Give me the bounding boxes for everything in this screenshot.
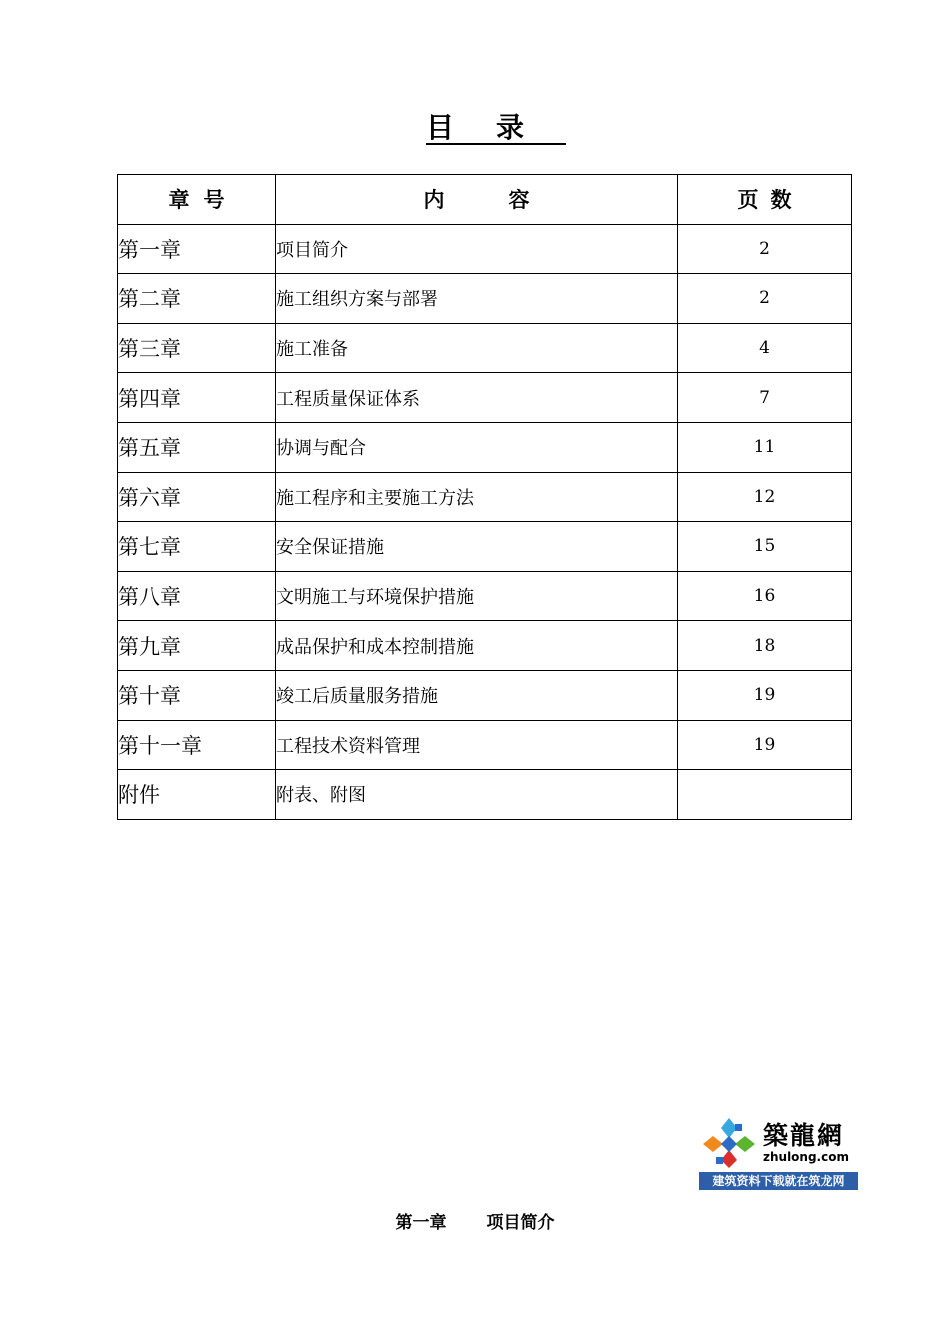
table-row [118,770,852,820]
content-cell: 工程技术资料管理 [276,720,678,770]
next-chapter-heading [0,1208,950,1233]
content-cell: 工程质量保证体系 [276,373,678,423]
page-title-text: 目录 [425,111,566,144]
logo-top [699,1114,858,1170]
page-cell: 7 [678,373,852,423]
table-row [118,373,852,423]
table-row [118,472,852,522]
table-row [118,720,852,770]
chapter-cell: 第七章 [118,522,276,572]
chapter-cell: 第十章 [118,670,276,720]
table-row [118,422,852,472]
page-cell: 11 [678,422,852,472]
table-row [118,670,852,720]
content-cell: 施工程序和主要施工方法 [276,472,678,522]
header-chapter: 章号 [118,175,276,225]
logo-brand: 築龍網 [763,1121,845,1150]
table-row [118,571,852,621]
page-cell: 2 [678,274,852,324]
chapter-cell: 第二章 [118,274,276,324]
chapter-cell: 第六章 [118,472,276,522]
pinwheel-blade-right [735,1136,755,1152]
content-cell: 施工组织方案与部署 [276,274,678,324]
table-row [118,274,852,324]
content-cell: 安全保证措施 [276,522,678,572]
table-row [118,323,852,373]
page-cell: 16 [678,571,852,621]
page-cell [678,770,852,820]
content-cell: 文明施工与环境保护措施 [276,571,678,621]
chapter-cell: 附件 [118,770,276,820]
pinwheel-blade-top [721,1118,737,1138]
footer-chapter: 第一章 [395,1213,447,1233]
page-cell: 18 [678,621,852,671]
zhulong-logo [699,1114,858,1190]
page-cell: 15 [678,522,852,572]
pinwheel-accent-2 [716,1157,723,1164]
table-header-row [118,175,852,225]
toc-table [117,174,852,820]
content-cell: 附表、附图 [276,770,678,820]
chapter-cell: 第八章 [118,571,276,621]
pinwheel-blade-left [703,1136,723,1152]
page-title [0,106,950,146]
chapter-cell: 第十一章 [118,720,276,770]
pinwheel-center [721,1136,737,1152]
logo-domain: zhulong.com [763,1150,849,1164]
pinwheel-accent-1 [735,1124,742,1131]
logo-slogan: 建筑资料下载就在筑龙网 [699,1172,858,1190]
pinwheel-logo-icon [699,1114,759,1170]
page-cell: 12 [678,472,852,522]
chapter-cell: 第九章 [118,621,276,671]
content-cell: 协调与配合 [276,422,678,472]
content-cell: 竣工后质量服务措施 [276,670,678,720]
page-cell: 2 [678,224,852,274]
table-row [118,224,852,274]
page-cell: 19 [678,720,852,770]
content-cell: 施工准备 [276,323,678,373]
chapter-cell: 第三章 [118,323,276,373]
header-content: 内容 [276,175,678,225]
pinwheel-blade-bottom [721,1150,737,1168]
header-page: 页数 [678,175,852,225]
content-cell: 成品保护和成本控制措施 [276,621,678,671]
chapter-cell: 第四章 [118,373,276,423]
chapter-cell: 第一章 [118,224,276,274]
footer-title: 项目简介 [486,1213,555,1233]
chapter-cell: 第五章 [118,422,276,472]
page-cell: 4 [678,323,852,373]
table-row [118,621,852,671]
table-row [118,522,852,572]
content-cell: 项目简介 [276,224,678,274]
page-cell: 19 [678,670,852,720]
